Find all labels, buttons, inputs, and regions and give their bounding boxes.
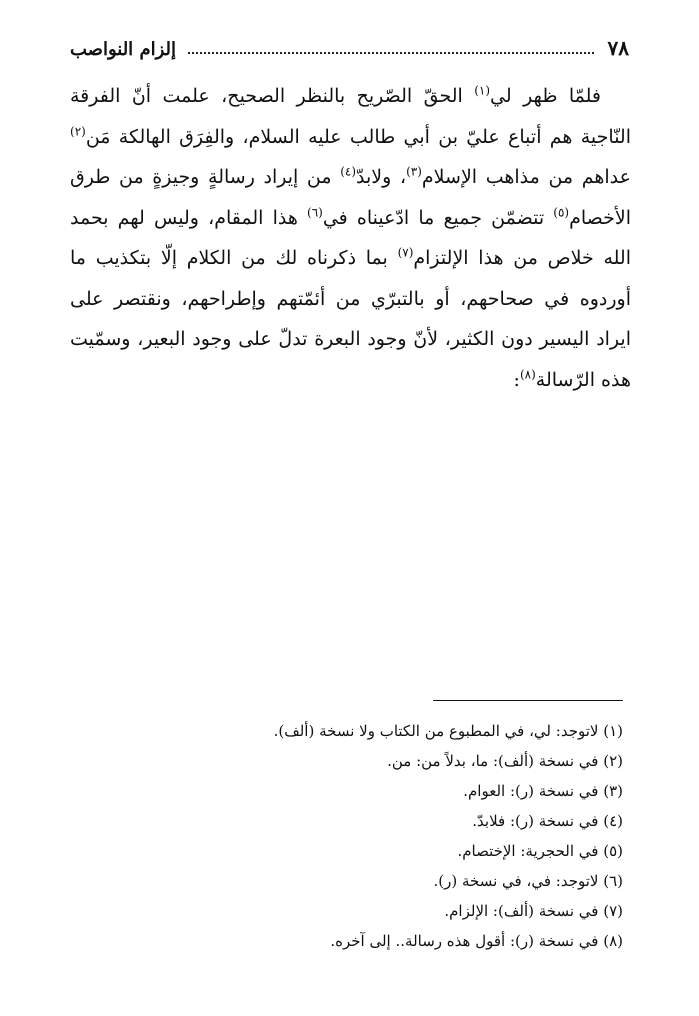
footnote-ref: (٤) — [340, 164, 357, 179]
text-segment: تتضمّن جميع ما ادّعيناه في — [322, 206, 554, 229]
header-dotted-leader — [188, 52, 594, 54]
footnote-item: (٦) لاتوجد: في، في نسخة (ر). — [433, 872, 623, 890]
footnote-ref: (٧) — [397, 245, 414, 260]
footnote-ref: (٨) — [519, 367, 536, 382]
footnote-ref: (٣) — [406, 164, 422, 179]
running-title: إلزام النواصب — [70, 39, 177, 60]
text-segment: الحقّ الصّريح بالنظر الصحيح، علمت أنّ الفرقة النّاجية هم أتباع عليّ بن أبي طالب عليه السلام، والفِرَق الهالكة مَن — [70, 85, 631, 148]
text-segment: من إيراد رسالةٍ وجيزةٍ من طرق الأخصام — [70, 166, 631, 229]
page-number: ٧٨ — [607, 36, 629, 60]
text-segment: هذا المقام، وليس لهم بحمد الله خلاص من هذا الإلتزام — [70, 206, 631, 269]
footnote-item: (٥) في الحجرية: الإختصام. — [457, 842, 623, 860]
footnote-ref: (٦) — [307, 205, 323, 220]
footnote-item: (١) لاتوجد: لي، في المطبوع من الكتاب ولا نسخة (ألف). — [273, 722, 623, 740]
main-text — [70, 76, 631, 400]
footnote-separator — [433, 700, 623, 701]
body-paragraph — [70, 76, 631, 400]
text-segment: بما ذكرناه لك من الكلام إلّا بتكذيب ما أوردوه في صحاحهم، أو بالتبرّي من أئمّتهم وإطراحهم، ونقتصر على ايراد اليسير دون الكثير، لأنّ وجود البعرة تدلّ على وجود البعير، وسمّيت هذه الرّسالة — [70, 247, 631, 391]
page-header — [70, 28, 629, 60]
footnote-item: (٢) في نسخة (ألف): ما، بدلاً من: من. — [387, 752, 623, 770]
text-segment: عداهم من مذاهب الإسلام — [421, 166, 631, 188]
footnote-ref: (١) — [474, 83, 491, 98]
footnotes-list — [60, 716, 623, 956]
footnote-item: (٤) في نسخة (ر): فلابدّ. — [472, 812, 623, 830]
footnote-ref: (٥) — [553, 205, 570, 220]
text-segment: ، ولابدّ — [356, 166, 407, 188]
footnote-item: (٣) في نسخة (ر): العوام. — [463, 782, 623, 800]
text-segment: : — [513, 368, 520, 391]
text-segment: فلمّا ظهر لي — [490, 85, 601, 107]
footnote-ref: (٢) — [70, 124, 86, 139]
footnote-item: (٨) في نسخة (ر): أقول هذه رسالة.. إلى آخره. — [330, 932, 623, 950]
footnote-item: (٧) في نسخة (ألف): الإلزام. — [444, 902, 623, 920]
